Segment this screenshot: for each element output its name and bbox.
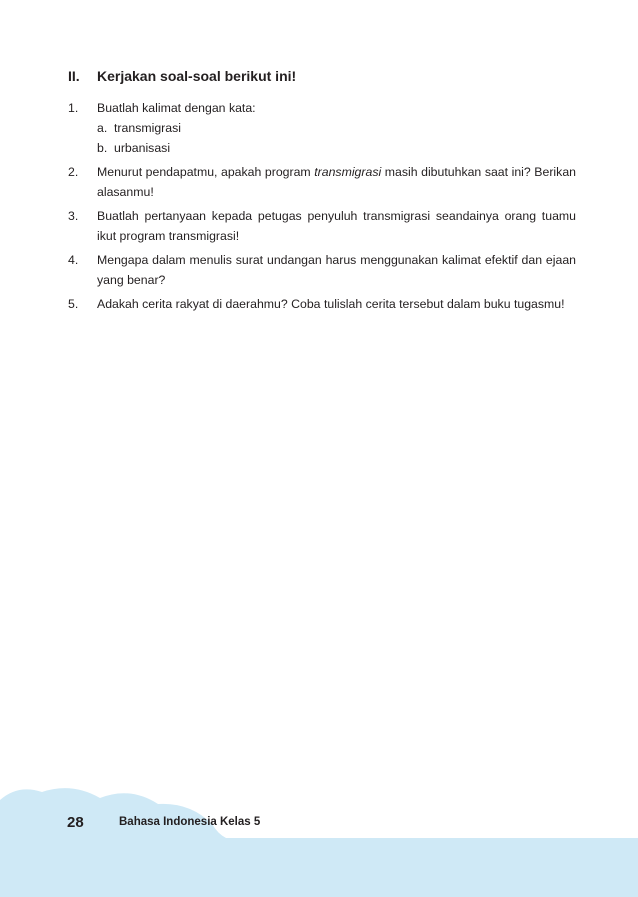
sub-item-text: transmigrasi [114, 121, 181, 135]
cloud-shape [0, 788, 638, 897]
sub-item-a [97, 118, 576, 138]
question-number: 2. [68, 165, 79, 179]
sub-item-b [97, 138, 576, 158]
book-title: Bahasa Indonesia Kelas 5 [119, 816, 261, 828]
question-text-part: Menurut pendapatmu, apakah program [97, 165, 315, 179]
sub-item-letter: b. [97, 141, 108, 155]
footer-cloud-band [0, 780, 638, 897]
question-3 [68, 206, 578, 246]
exercise-section [68, 67, 578, 318]
section-heading [68, 67, 578, 85]
section-number: II. [68, 68, 80, 84]
question-number: 3. [68, 209, 79, 223]
question-text-part: masih dibutuhkan saat ini? Berikan alasanmu! [97, 165, 576, 199]
question-2 [68, 162, 578, 202]
question-text: Mengapa dalam menulis surat undangan harus menggunakan kalimat efektif dan ejaan yang benar? [97, 253, 576, 287]
question-text: Buatlah kalimat dengan kata: [97, 101, 256, 115]
question-number: 5. [68, 297, 79, 311]
question-text: Adakah cerita rakyat di daerahmu? Coba tulislah cerita tersebut dalam buku tugasmu! [97, 297, 565, 311]
question-text [97, 162, 576, 202]
question-4 [68, 250, 578, 290]
question-text: Buatlah pertanyaan kepada petugas penyuluh transmigrasi seandainya orang tuamu ikut program transmigrasi! [97, 209, 576, 243]
question-number: 1. [68, 101, 79, 115]
page-number: 28 [67, 814, 84, 831]
sub-item-letter: a. [97, 121, 108, 135]
italic-term: transmigrasi [314, 165, 382, 179]
question-1 [68, 98, 578, 158]
sub-item-text: urbanisasi [114, 141, 171, 155]
section-title: Kerjakan soal-soal berikut ini! [97, 68, 297, 84]
question-number: 4. [68, 253, 79, 267]
question-5 [68, 294, 578, 314]
